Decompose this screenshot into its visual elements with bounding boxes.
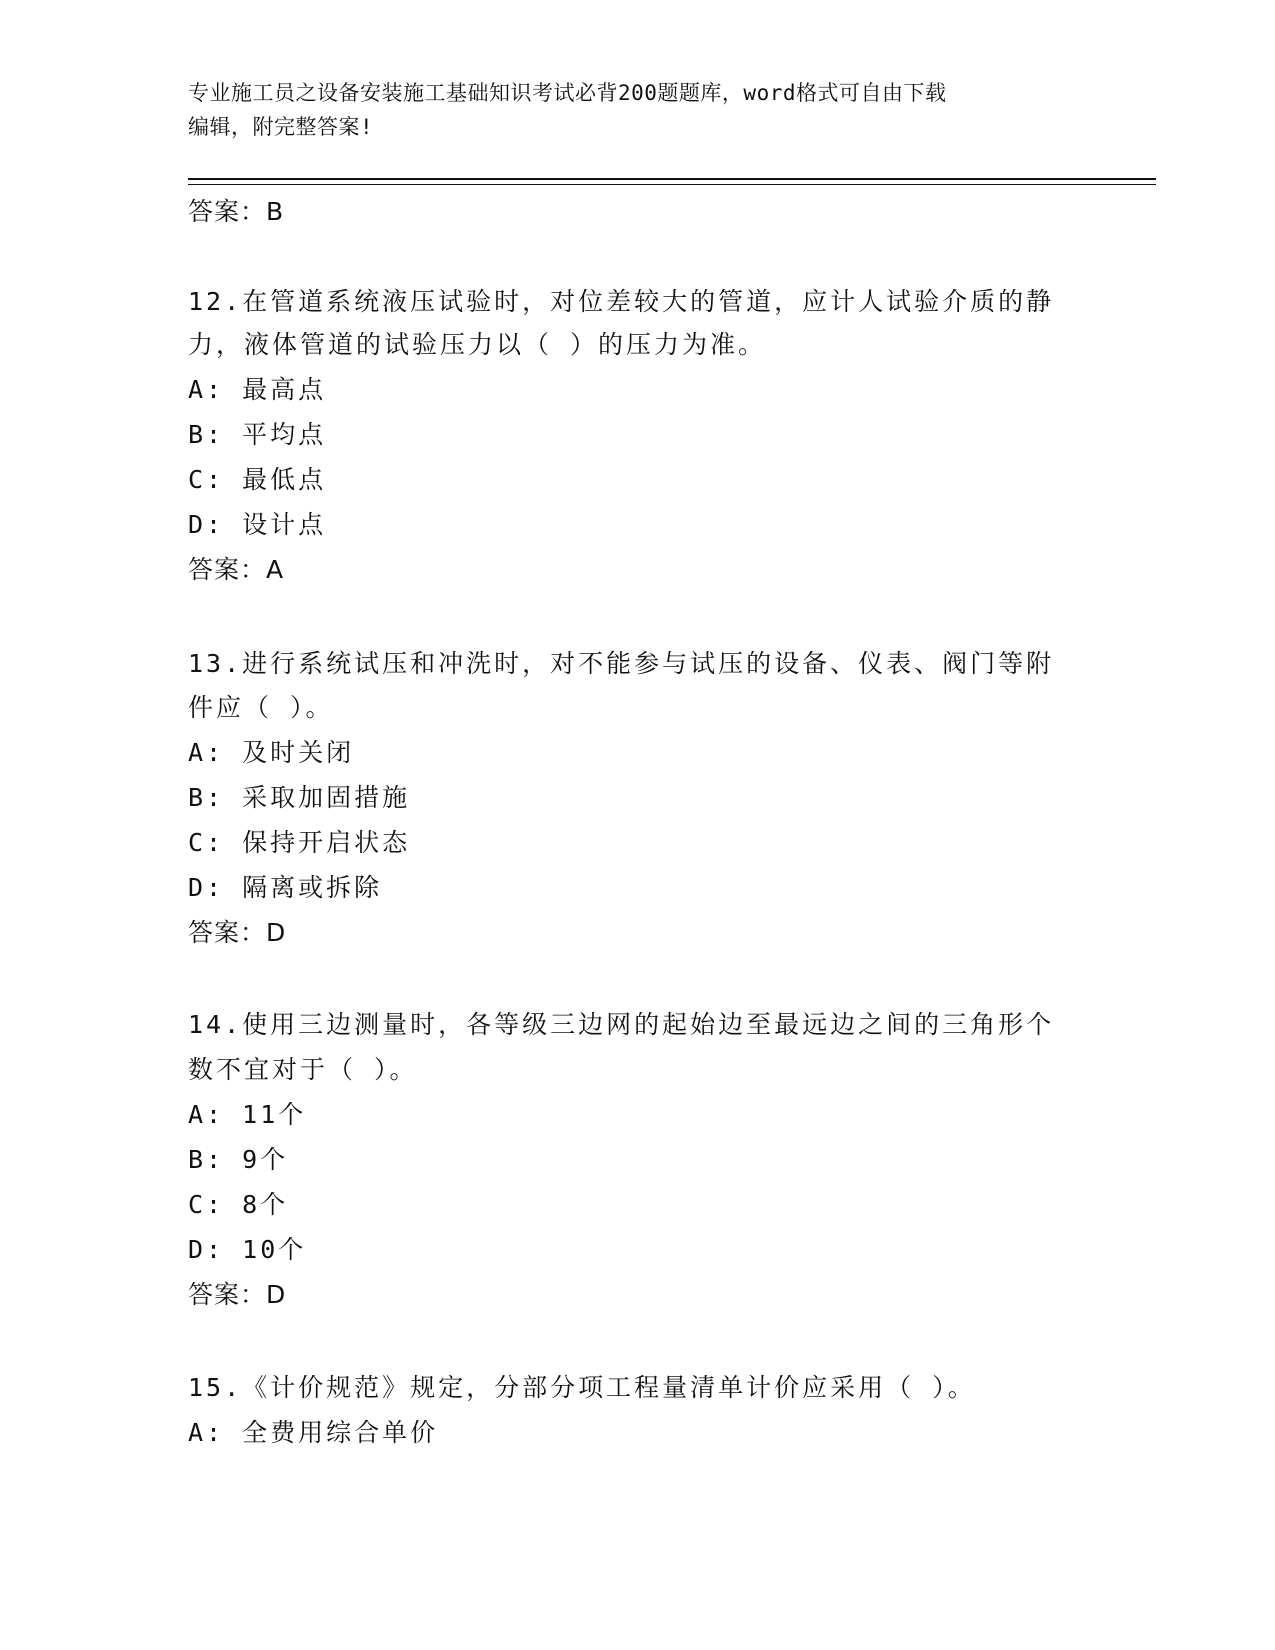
question-15-option-a: A: 全费用综合单价: [188, 1418, 439, 1447]
question-15-stem-line-1: 15.《计价规范》规定，分部分项工程量清单计价应采用（ ）。: [188, 1373, 976, 1402]
header-rule-thin: [188, 184, 1156, 185]
question-13-option-b: B: 采取加固措施: [188, 783, 411, 812]
question-14-stem-line-2: 数不宜对于（ ）。: [188, 1055, 418, 1084]
question-14-option-a: A: 11个: [188, 1100, 307, 1129]
question-13-option-c: C: 保持开启状态: [188, 828, 411, 857]
question-12-option-b: B: 平均点: [188, 420, 327, 449]
question-13-option-a: A: 及时关闭: [188, 738, 355, 767]
question-13-stem-line-2: 件应（ ）。: [188, 693, 334, 722]
question-12-option-c: C: 最低点: [188, 465, 327, 494]
question-14-answer: 答案：D: [188, 1280, 287, 1309]
question-13-option-d: D: 隔离或拆除: [188, 873, 383, 902]
question-14-option-d: D: 10个: [188, 1235, 307, 1264]
question-13-answer: 答案：D: [188, 918, 287, 947]
question-12-option-d: D: 设计点: [188, 510, 327, 539]
question-12-stem-line-1: 12.在管道系统液压试验时，对位差较大的管道，应计人试验介质的静: [188, 287, 1055, 316]
header-line-1: 专业施工员之设备安装施工基础知识考试必背200题题库，word格式可自由下载: [188, 81, 947, 105]
previous-answer: 答案：B: [188, 197, 285, 226]
question-12-answer: 答案：A: [188, 555, 285, 584]
document-header: [188, 76, 1078, 144]
question-14-option-c: C: 8个: [188, 1190, 289, 1219]
header-rule-thick: [188, 178, 1156, 180]
question-13-stem-line-1: 13.进行系统试压和冲洗时，对不能参与试压的设备、仪表、阀门等附: [188, 649, 1055, 678]
question-12-option-a: A: 最高点: [188, 375, 327, 404]
question-14-stem-line-1: 14.使用三边测量时，各等级三边网的起始边至最远边之间的三角形个: [188, 1010, 1055, 1039]
question-14-option-b: B: 9个: [188, 1145, 289, 1174]
question-12-stem-line-2: 力，液体管道的试验压力以（ ）的压力为准。: [188, 330, 767, 359]
header-line-2: 编辑，附完整答案!: [188, 115, 374, 139]
